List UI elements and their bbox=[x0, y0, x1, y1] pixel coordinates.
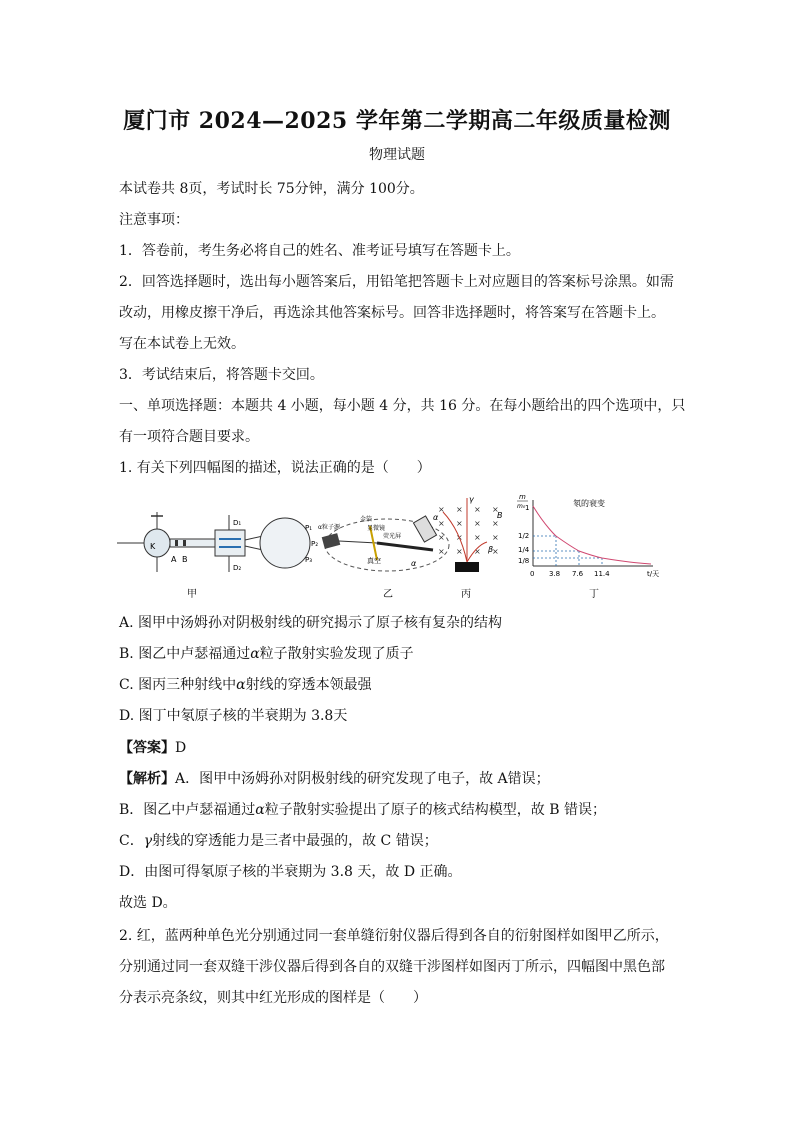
label-gamma: γ bbox=[469, 495, 474, 504]
svg-text:×: × bbox=[474, 547, 481, 556]
svg-text:×: × bbox=[492, 519, 499, 528]
yaxis-num: m bbox=[519, 493, 526, 501]
label-p1: P₁ bbox=[305, 524, 313, 532]
svg-text:×: × bbox=[456, 533, 463, 542]
label-screen: 荧光屏 bbox=[383, 533, 402, 540]
svg-text:×: × bbox=[438, 505, 445, 514]
exam-meta: 本试卷共 8页，考试时长 75分钟，满分 100分。 bbox=[119, 181, 424, 197]
caption-jia: 甲 bbox=[187, 589, 197, 600]
q1-answer: 【答案】D bbox=[119, 740, 187, 756]
svg-text:×: × bbox=[492, 533, 499, 542]
ding-title: 氡的衰变 bbox=[573, 499, 605, 508]
q1-option-c: C. 图丙三种射线中α射线的穿透本领最强 bbox=[119, 677, 372, 693]
ytick-half: 1/2 bbox=[518, 532, 530, 540]
figure-yi bbox=[318, 515, 449, 600]
svg-text:×: × bbox=[438, 519, 445, 528]
caption-ding: 丁 bbox=[589, 589, 599, 600]
q1-option-d: D. 图丁中氡原子核的半衰期为 3.8天 bbox=[119, 708, 348, 724]
svg-text:×: × bbox=[474, 505, 481, 514]
ytick-1: 1 bbox=[525, 504, 530, 512]
label-a: A bbox=[171, 555, 177, 564]
svg-text:×: × bbox=[456, 547, 463, 556]
label-b-field: B bbox=[497, 511, 503, 520]
q1-analysis-a: 【解析】A．图甲中汤姆孙对阴极射线的研究发现了电子，故 A错误； bbox=[119, 771, 550, 787]
q1-analysis-d: D．由图可得氡原子核的半衰期为 3.8 天，故 D 正确。 bbox=[119, 864, 462, 880]
label-alpha: α bbox=[411, 559, 417, 568]
svg-text:×: × bbox=[456, 519, 463, 528]
svg-text:×: × bbox=[438, 533, 445, 542]
section1-heading-b: 有一项符合题目要求。 bbox=[119, 429, 259, 445]
note-2b: 改动，用橡皮擦干净后，再选涂其他答案标号。回答非选择题时，将答案写在答题卡上。 bbox=[119, 305, 665, 321]
note-3: 3．考试结束后，将答题卡交回。 bbox=[119, 367, 324, 383]
svg-text:×: × bbox=[492, 505, 499, 514]
notes-heading: 注意事项： bbox=[119, 212, 189, 228]
label-d1: D₁ bbox=[233, 519, 242, 527]
svg-text:×: × bbox=[474, 533, 481, 542]
label-k: K bbox=[150, 542, 156, 551]
label-d2: D₂ bbox=[233, 564, 242, 572]
q1-analysis-b: B．图乙中卢瑟福通过α粒子散射实验提出了原子的核式结构模型，故 B 错误； bbox=[119, 802, 606, 818]
svg-text:×: × bbox=[474, 519, 481, 528]
note-2c: 写在本试卷上无效。 bbox=[119, 336, 245, 352]
q1-option-b: B. 图乙中卢瑟福通过α粒子散射实验发现了质子 bbox=[119, 646, 414, 662]
xaxis-label: t/天 bbox=[647, 570, 660, 578]
label-alpha-source: α粒子源 bbox=[318, 524, 340, 531]
note-1: 1．答卷前，考生务必将自己的姓名、准考证号填写在答题卡上。 bbox=[119, 243, 520, 259]
ytick-quarter: 1/4 bbox=[518, 546, 530, 554]
svg-text:×: × bbox=[456, 505, 463, 514]
xtick-0: 0 bbox=[530, 570, 535, 578]
label-vacuum: 真空 bbox=[367, 557, 381, 565]
q1-figures bbox=[115, 490, 680, 602]
caption-bing: 丙 bbox=[461, 589, 471, 600]
q1-analysis-c: C．γ射线的穿透能力是三者中最强的，故 C 错误； bbox=[119, 833, 438, 849]
label-p3: P₃ bbox=[305, 556, 313, 564]
document-subtitle: 物理试题 bbox=[369, 147, 425, 163]
q1-conclusion: 故选 D。 bbox=[119, 895, 177, 911]
label-microscope: 显微镜 bbox=[367, 525, 386, 532]
section1-heading-a: 一、单项选择题：本题共 4 小题，每小题 4 分，共 16 分。在每小题给出的四个选项中，只 bbox=[119, 398, 686, 414]
label-beta: β bbox=[488, 545, 494, 554]
note-2a: 2．回答选择题时，选出每小题答案后，用铅笔把答题卡上对应题目的答案标号涂黑。如需 bbox=[119, 274, 674, 290]
xtick-7-6: 7.6 bbox=[572, 570, 584, 578]
q1-stem: 1. 有关下列四幅图的描述，说法正确的是（ ） bbox=[119, 460, 431, 476]
q2-line-1: 2. 红，蓝两种单色光分别通过同一套单缝衍射仪器后得到各自的衍射图样如图甲乙所示， bbox=[119, 928, 669, 944]
figure-ding bbox=[517, 493, 659, 600]
q1-figure-svg bbox=[115, 490, 680, 602]
svg-text:×: × bbox=[438, 547, 445, 556]
document-title: 厦门市 2024—2025 学年第二学期高二年级质量检测 bbox=[123, 108, 671, 134]
q2-line-3: 分表示亮条纹，则其中红光形成的图样是（ ） bbox=[119, 990, 427, 1006]
xtick-11-4: 11.4 bbox=[594, 570, 610, 578]
xtick-3-8: 3.8 bbox=[549, 570, 561, 578]
figure-bing bbox=[433, 495, 503, 600]
label-b: B bbox=[182, 555, 188, 564]
label-p2: P₂ bbox=[311, 540, 319, 548]
figure-jia bbox=[117, 512, 318, 600]
svg-text:×: × bbox=[492, 547, 499, 556]
label-alpha-ray: α bbox=[433, 513, 439, 522]
q2-line-2: 分别通过同一套双缝干涉仪器后得到各自的双缝干涉图样如图丙丁所示，四幅图中黑色部 bbox=[119, 959, 665, 975]
caption-yi: 乙 bbox=[383, 589, 393, 600]
q1-option-a: A. 图甲中汤姆孙对阴极射线的研究揭示了原子核有复杂的结构 bbox=[119, 615, 503, 631]
yaxis-den: m₀ bbox=[517, 503, 526, 510]
label-gold-foil: 金箔 bbox=[360, 516, 373, 523]
ytick-eighth: 1/8 bbox=[518, 557, 530, 565]
